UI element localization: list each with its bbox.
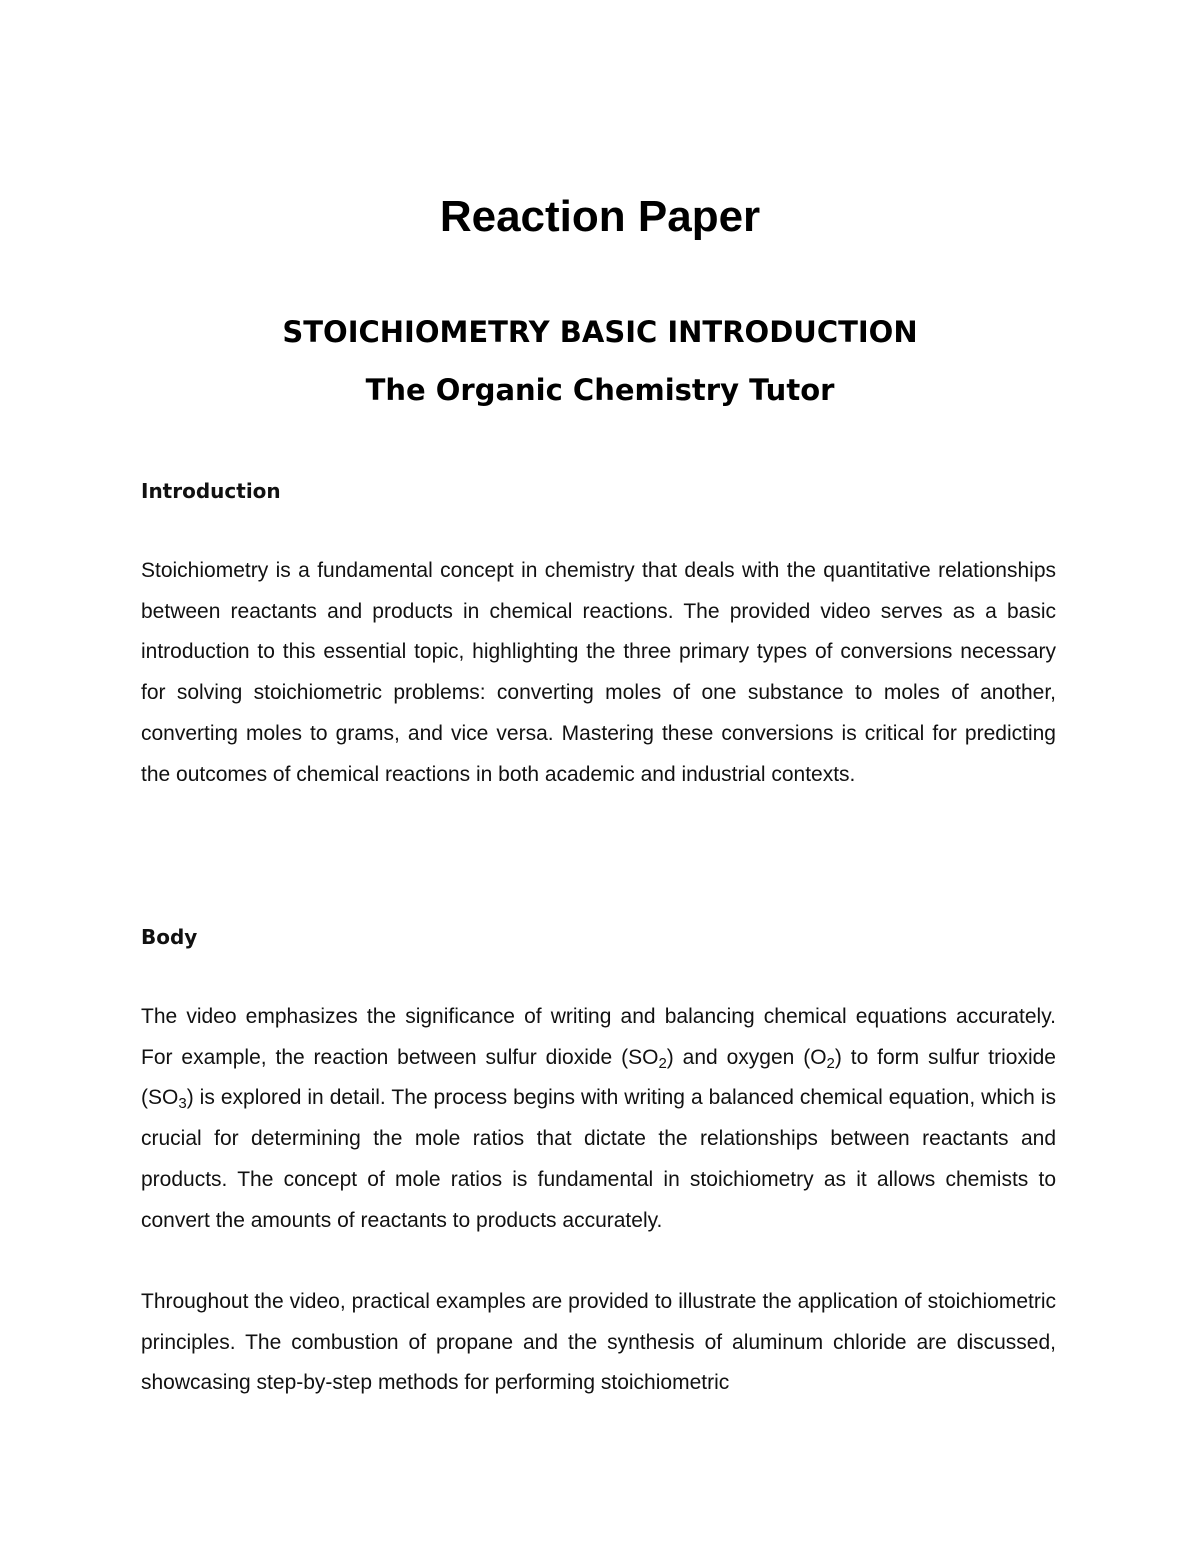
introduction-heading: Introduction [141, 479, 281, 503]
introduction-paragraph: Stoichiometry is a fundamental concept in chemistry that deals with the quantitative relationships between reactants and products in chemical reactions. The provided video serves as a basic introduction to this essential topic, highlighting the three primary types of conversions necessary for solving stoichiometric problems: converting moles of one substance to moles of another, converting moles to grams, and vice versa. Mastering these conversions is critical for predicting the outcomes of chemical reactions in both academic and industrial contexts. [141, 559, 1056, 786]
so2-subscript: 2 [658, 1054, 667, 1072]
body-heading: Body [141, 925, 198, 949]
body-paragraph-2: Throughout the video, practical examples are provided to illustrate the application of stoichiometric principles. The combustion of propane and the synthesis of aluminum chloride are discussed, showcasing step-by-step methods for performing stoichiometric [141, 1290, 1056, 1395]
document-title: Reaction Paper [439, 192, 761, 241]
body-paragraph-1 [141, 997, 1056, 1241]
body-p1-text-3: ) to form sulfur trioxide (SO [141, 1045, 1056, 1110]
so3-subscript: 3 [178, 1095, 187, 1113]
o2-subscript: 2 [826, 1054, 835, 1072]
body-p1-text-1: The video emphasizes the significance of writing and balancing chemical equations accurately. For example, the reaction between sulfur dioxide (SO [141, 1005, 1056, 1069]
document-subtitle: STOICHIOMETRY BASIC INTRODUCTION [282, 315, 918, 349]
author-line: The Organic Chemistry Tutor [365, 373, 835, 407]
body-p1-text-4: ) is explored in detail. The process begins with writing a balanced chemical equation, which is crucial for determining the mole ratios that dictate the relationships between reactants and products. The concept of mole ratios is fundamental in stoichiometry as it allows chemists to convert the amounts of reactants to products accurately. [141, 1086, 1056, 1232]
body-p1-text-2: ) and oxygen (O [666, 1045, 827, 1069]
